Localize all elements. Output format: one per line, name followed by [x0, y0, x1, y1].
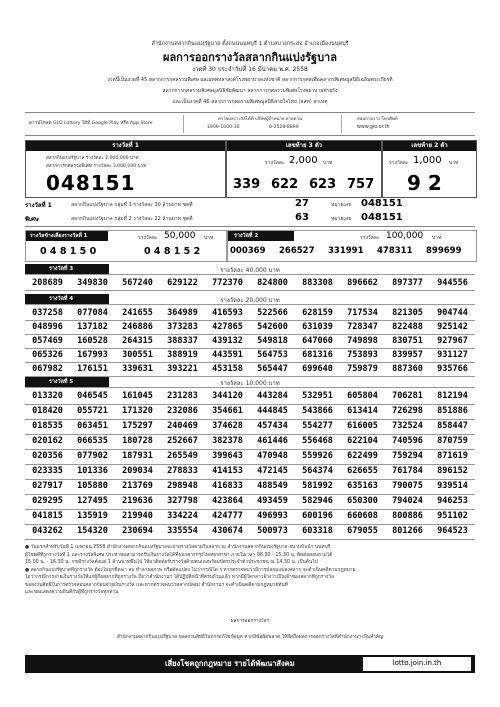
prize-number: 264315: [122, 336, 153, 346]
prize-number: 327798: [167, 496, 198, 506]
prize2-label: รางวัลที่ 2: [228, 231, 294, 241]
prize-number: 613414: [347, 406, 378, 416]
prize-number: 622499: [347, 451, 378, 461]
last3-amount: 2,000: [289, 155, 318, 166]
prize-number: 496993: [257, 511, 288, 521]
prize-number: 603318: [302, 526, 333, 536]
prize-number: 964523: [437, 526, 468, 536]
prize-number: 388919: [167, 350, 198, 360]
prize-number: 137182: [77, 322, 108, 332]
prize-number: 414153: [212, 466, 243, 476]
draw-date: งวดที่ 30 ประจำวันที่ 16 มีนาคม พ.ศ. 2558: [192, 66, 308, 73]
prize-number: 057469: [32, 336, 63, 346]
hotline-text: ตรวจผลรางวัลได้ที่ บริษัทผู้จำหน่าย สายด่วน: [218, 117, 302, 122]
prize-number: 821305: [392, 308, 423, 318]
prize-number: 382378: [212, 436, 243, 446]
prize-number: 543866: [302, 406, 333, 416]
prize3-header: [25, 264, 475, 275]
prize-number: 393221: [167, 364, 198, 374]
prize-number: 556468: [302, 436, 333, 446]
last3-amount-prefix: รางวัลละ: [265, 160, 285, 166]
prize-number: 298948: [167, 481, 198, 491]
table-row: [25, 306, 475, 320]
note-line: ● สลากกินแบ่งรัฐบาลที่ถูกรางวัล ต้องไม่ถูกขีดฆ่า ลบ ทำลายสภาพ หรือดัดแปลง ไม่ว่ากรณีใด ๆ หากตรวจพบว่ามีการปลอมแปลงสลาก จะดำเนินคดีตามกฎหมาย: [25, 567, 356, 573]
last3-box: [226, 140, 382, 198]
near1-label: รางวัลข้างเคียงรางวัลที่ 1: [26, 231, 108, 241]
prize-number: 065326: [32, 350, 63, 360]
prize-number: 564374: [302, 466, 333, 476]
prize-number: 500973: [257, 526, 288, 536]
prize-number: 822488: [392, 322, 423, 332]
last3-number: 623: [309, 177, 337, 192]
prize-number: 635163: [347, 481, 378, 491]
prize-number: 554277: [302, 421, 333, 431]
prize-number: 839957: [392, 350, 423, 360]
hotline-phone-2: 0-2528-8899: [269, 125, 299, 130]
download-text: ดาวน์โหลด GLO Lottery ได้ที่ Google Play หรือ App Store: [29, 121, 153, 126]
prize-number: 373283: [167, 322, 198, 332]
prize-number: 887360: [392, 364, 423, 374]
footer-website[interactable]: lotto.join.in.th: [392, 659, 442, 667]
prize-number: 055721: [77, 406, 108, 416]
prize-number: 364989: [167, 308, 198, 318]
prize-number: 066535: [77, 436, 108, 446]
last2-amount-prefix: รางวัลละ: [389, 160, 409, 166]
prize-number: 187931: [122, 451, 153, 461]
prize-number: 925142: [437, 322, 468, 332]
prize-number: 761784: [392, 466, 423, 476]
prize-number: 209034: [122, 466, 153, 476]
prize-number: 416833: [212, 481, 243, 491]
last2-box: [382, 140, 477, 198]
prize2-amount-text: รางวัลละ: [360, 235, 380, 241]
near1-number: 0 4 8 1 5 2: [144, 246, 201, 257]
prize2-number: 899699: [426, 246, 462, 256]
special-row1-set: 27: [295, 198, 309, 209]
prize-number: 231283: [167, 391, 198, 401]
row-divider: [25, 290, 475, 291]
divider: [341, 115, 342, 133]
closing-text: สำนักงานสลากกินแบ่งรัฐบาล ขอสงวนสิทธิ์ในการแก้ไขข้อมูล หากมีข้อผิดพลาด ให้ยึดถือผลการออกรางวัลที่สำนักงานฯ เป็นสำคัญ: [116, 635, 384, 640]
prize2-number: 331991: [328, 246, 364, 256]
charity-line-1: งวดนี้เป็นงวดที่ 45 สลากการกุศลรวมพิเศษ ผลเมทพหลาสงค์โรงพยาบาลแห่งชาติ สลากการกุศลเพื่อคุลากรพิเศษมูลนิธิเฉลิมพระเกียรติ: [107, 77, 393, 83]
prize3-label: รางวัลที่ 3: [25, 264, 109, 274]
prize-number: 488549: [257, 481, 288, 491]
prize5-header: [25, 377, 475, 388]
prize-number: 681316: [302, 350, 333, 360]
prize-number: 897377: [392, 278, 423, 288]
prize-number: 300551: [122, 350, 153, 360]
prize2-number: 000369: [230, 246, 266, 256]
last3-number: 622: [271, 177, 299, 192]
table-row: [25, 449, 475, 464]
last3-label: เลขท้าย 3 ตัว: [227, 141, 381, 151]
prize-number: 567240: [122, 278, 153, 288]
prize2-unit: บาท: [432, 235, 442, 241]
prize-number: 439132: [212, 336, 243, 346]
notes-section: [25, 544, 475, 608]
prize-number: 935766: [437, 364, 468, 374]
prize-number: 457434: [257, 421, 288, 431]
prize-number: 728347: [347, 322, 378, 332]
prize-number: 354661: [212, 406, 243, 416]
prize-number: 605804: [347, 391, 378, 401]
prize-number: 246886: [122, 322, 153, 332]
prize-number: 616005: [347, 421, 378, 431]
last2-unit: บาท: [449, 160, 459, 166]
table-row: [25, 434, 475, 449]
prize-number: 870759: [437, 436, 468, 446]
prize-number: 461446: [257, 436, 288, 446]
prize-number: 753893: [347, 350, 378, 360]
note-line: ● วันแรกสำหรับวันที่ 1 เมษายน 2558 สำนักงานสลากกินแบ่งรัฐบาลจะจ่ายรางวัลตามใบสลาก ณ สำนักงานสลากกินแบ่งรัฐบาล สนามบินน้ำ นนทบุรี: [25, 545, 331, 550]
prize-number: 631039: [302, 322, 333, 332]
near1-amount-text: รางวัลละ: [138, 235, 158, 241]
prize1-amount-2: สลากการกุศลรวมพิเศษ รางวัลละ 3,000,000 บาท: [46, 164, 147, 169]
prize-number: 213769: [122, 481, 153, 491]
prize-number: 219940: [122, 511, 153, 521]
prize-number: 101336: [77, 466, 108, 476]
prize-number: 470948: [257, 451, 288, 461]
prize2-number: 478311: [377, 246, 413, 256]
table-row: [25, 389, 475, 404]
prize-number: 904744: [437, 308, 468, 318]
prize-number: 453158: [212, 364, 243, 374]
prize-number: 759879: [347, 364, 378, 374]
prize-number: 650300: [347, 496, 378, 506]
prize-number: 559926: [302, 451, 333, 461]
prize-number: 023335: [32, 466, 63, 476]
prize-number: 020162: [32, 436, 63, 446]
prize-number: 699640: [302, 364, 333, 374]
prize2-section: [227, 230, 477, 262]
prize-number: 339631: [122, 364, 153, 374]
page-title: ผลการออกรางวัลสลากกินแบ่งรัฐบาล: [163, 51, 337, 64]
prize-number: 048996: [32, 322, 63, 332]
table-row: [25, 334, 475, 348]
prize-number: 171320: [122, 406, 153, 416]
prize-number: 334224: [167, 511, 198, 521]
prize-number: 135919: [77, 511, 108, 521]
prize-number: 706281: [392, 391, 423, 401]
prize-number: 622104: [347, 436, 378, 446]
prize-number: 790075: [392, 481, 423, 491]
special-row2-label: พิเศษ: [25, 216, 39, 223]
prize3-amount: รางวัลละ 40,000 บาท: [220, 267, 280, 274]
prize-number: 542600: [257, 322, 288, 332]
prize-number: 824800: [257, 278, 288, 288]
prize-number: 812194: [437, 391, 468, 401]
prize-number: 046545: [77, 391, 108, 401]
last2-label: เลขท้าย 2 ตัว: [383, 141, 476, 151]
special-row1-text: สลากกินแบ่งรัฐบาล กลุ่มที่ 1 รางวัลละ 30 ล้านบาท ชุดที่: [71, 202, 193, 208]
prize-number: 043262: [32, 526, 63, 536]
header-org-line: สำนักงานสลากกินแบ่งรัฐบาล ตั้งถนนนนทบุรี 1 ตำบลบางกระสอ อำเภอเมืองนนทบุรี: [151, 41, 349, 47]
table-row: [25, 404, 475, 419]
table-row: [25, 494, 475, 509]
info-bar: [25, 112, 475, 136]
prize-number: 399643: [212, 451, 243, 461]
footer-bar: [25, 655, 475, 673]
table-row: [25, 524, 475, 539]
prize-number: 176151: [77, 364, 108, 374]
prize-number: 230694: [122, 526, 153, 536]
prize1-amount-1: สลากกินแบ่งรัฐบาล รางวัลละ 2,000,000 บาท: [46, 156, 139, 161]
special-row1-number: 048151: [361, 198, 403, 209]
last3-unit: บาท: [323, 160, 333, 166]
prize-number: 443591: [212, 350, 243, 360]
prize-number: 444845: [257, 406, 288, 416]
prize-number: 154320: [77, 526, 108, 536]
prize-number: 772370: [212, 278, 243, 288]
prize-number: 946253: [437, 496, 468, 506]
prize-number: 927967: [437, 336, 468, 346]
prize-number: 105880: [77, 481, 108, 491]
prize-number: 424777: [212, 511, 243, 521]
prize-number: 565447: [257, 364, 288, 374]
prize-number: 219636: [122, 496, 153, 506]
special-row2-text: สลากกินแบ่งรัฐบาล กลุ่มที่ 2 รางวัลละ 22 ล้านบาท ชุดที่: [71, 216, 193, 222]
prize-number: 278833: [167, 466, 198, 476]
near1-amount: 50,000: [164, 231, 196, 241]
near1-section: [25, 230, 227, 262]
special-row2-num-label: หมายเลข: [331, 216, 352, 222]
prize-number: 794024: [392, 496, 423, 506]
prize-number: 013320: [32, 391, 63, 401]
prize-number: 018535: [32, 421, 63, 431]
prize-number: 582946: [302, 496, 333, 506]
prize-number: 374628: [212, 421, 243, 431]
prize-number: 388337: [167, 336, 198, 346]
charity-line-3: และเป็นงวดที่ 46 สลากการกุศลรวมพิเศษมูลนิธิสายใจไทย (สสท) สาเหตุ: [172, 99, 328, 105]
prize-number: 726298: [392, 406, 423, 416]
prize-number: 443284: [257, 391, 288, 401]
prize-number: 077902: [77, 451, 108, 461]
last2-number: 9 2: [407, 171, 442, 195]
last2-amount: 1,000: [413, 155, 442, 166]
prize-number: 252667: [167, 436, 198, 446]
prize2-number: 266527: [279, 246, 315, 256]
prize-number: 858447: [437, 421, 468, 431]
hotline-phone-1: 1909-1000-10: [207, 125, 240, 130]
table-row: [25, 348, 475, 362]
special-row1-label: รางวัลที่ 1: [25, 202, 52, 209]
prize2-amount: 100,000: [386, 231, 424, 241]
prize-number: 522566: [257, 308, 288, 318]
prize-number: 240469: [167, 421, 198, 431]
prize-number: 800886: [392, 511, 423, 521]
near1-unit: บาท: [204, 235, 214, 241]
prize-number: 660608: [347, 511, 378, 521]
special-prize-section: [25, 198, 475, 227]
table-row: [25, 320, 475, 334]
prize4-label: รางวัลที่ 4: [25, 294, 109, 304]
prize1-label: รางวัลที่ 1: [26, 141, 225, 151]
prize-number: 349830: [77, 278, 108, 288]
prize-number: 600196: [302, 511, 333, 521]
prize-number: 020356: [32, 451, 63, 461]
prize-number: 077084: [77, 308, 108, 318]
table-row: [25, 276, 475, 290]
prize-number: 029295: [32, 496, 63, 506]
special-row1-num-label: หมายเลข: [331, 202, 352, 208]
prize-number: 628159: [302, 308, 333, 318]
prize-number: 167993: [77, 350, 108, 360]
contact-text: สอบถามราง โทรศัพท์: [357, 117, 398, 122]
prize-number: 549818: [257, 336, 288, 346]
prize-number: 161045: [122, 391, 153, 401]
prize-number: 830751: [392, 336, 423, 346]
prize-number: 896662: [347, 278, 378, 288]
prize-number: 027917: [32, 481, 63, 491]
note-line: และขอแสดงความยินดีกับผู้ที่ถูกรางวัลทุกท่าน: [25, 590, 119, 595]
prize-number: 493459: [257, 496, 288, 506]
note-line: ผู้โชคดีที่ถูกรางวัลที่ 1 และรางวัลพิเศษ ประชาชนสามารถรับเงินรางวัลได้ที่ธนาคารกรุงไทยทุกสาขา ภายในเวลา 08.30 - 15.30 น. ติดต่อสอบถามได้: [25, 552, 333, 558]
prize4-header: [25, 294, 475, 305]
prize-number: 883308: [302, 278, 333, 288]
prize-number: 472145: [257, 466, 288, 476]
footer-slogan: เสี่ยงโชคถูกกฎหมาย รายได้พัฒนาสังคม: [165, 659, 295, 668]
prize-number: 749898: [347, 336, 378, 346]
note-line: 15.00 น. - 16.30 น. กรณีรางวัลตั้งแต่ 1 ล้านบาทขึ้นไป ให้มาติดต่อรับรางวัลด้วยตนเองพร้อมบัตรประจำตัวประชาชน ณ 14.30 น. เป็นต้นไป: [25, 560, 318, 565]
prize-number: 232086: [167, 406, 198, 416]
prize-number: 740596: [392, 436, 423, 446]
prize1-number: 048151: [46, 171, 136, 195]
table-row: [25, 362, 475, 376]
note-line: ขอสงวนสิทธิ์ในการตรวจสอบสลากก่อนจ่ายเงินรางวัล และหากตรวจพบว่าสลากปลอม สำนักงานฯ จะดำเนินคดีตามกฎหมายทันที: [25, 582, 288, 588]
prize-number: 180728: [122, 436, 153, 446]
prize-number: 717534: [347, 308, 378, 318]
prize-number: 160528: [77, 336, 108, 346]
prize-number: 423864: [212, 496, 243, 506]
prize-number: 896152: [437, 466, 468, 476]
website-link[interactable]: www.glo.or.th: [357, 125, 390, 130]
table-row: [25, 509, 475, 524]
prize-number: 175297: [122, 421, 153, 431]
prize-number: 335554: [167, 526, 198, 536]
prize-number: 732524: [392, 421, 423, 431]
prize-number: 564753: [257, 350, 288, 360]
prize-number: 626655: [347, 466, 378, 476]
prize-number: 939514: [437, 481, 468, 491]
prize-number: 041815: [32, 511, 63, 521]
prize-number: 208689: [32, 278, 63, 288]
table-row: [25, 419, 475, 434]
prize-number: 679055: [347, 526, 378, 536]
divider: [183, 115, 184, 133]
prize-number: 532951: [302, 391, 333, 401]
prize-number: 344120: [212, 391, 243, 401]
prize-number: 944556: [437, 278, 468, 288]
prize-number: 647060: [302, 336, 333, 346]
header: [20, 0, 480, 110]
prize-number: 430674: [212, 526, 243, 536]
prize-number: 265549: [167, 451, 198, 461]
prize-number: 581992: [302, 481, 333, 491]
near1-number: 0 4 8 1 5 0: [40, 246, 97, 257]
special-row2-number: 048151: [361, 212, 403, 223]
prize-number: 427865: [212, 322, 243, 332]
special-row2-set: 63: [295, 212, 309, 223]
note-line: ไม่ว่ากรณีการจ่ายเงินรางวัลให้แก่ผู้ถือสลากที่ถูกรางวัล ถือว่าสำนักงานฯ ได้ปฏิบัติหน้าที่ครบถ้วนแล้ว หากมีผู้ใดกล่าวอ้างว่าเป็นเจ้าของสลากที่ถูกรางวัล: [25, 575, 334, 580]
prize-number: 037258: [32, 308, 63, 318]
row-divider: [25, 539, 475, 540]
last3-number: 339: [233, 177, 261, 192]
table-row: [25, 464, 475, 479]
prize-number: 801266: [392, 526, 423, 536]
prize-number: 759294: [392, 451, 423, 461]
charity-line-2: สลากการกุศลรวมพิเศษมูลนิธิชัยพัฒนา สลากการกุศลรวมพิเศษโรงพยาบาลค่ายรัง: [162, 88, 338, 94]
prize-number: 851886: [437, 406, 468, 416]
prize1-box: [25, 140, 226, 198]
prize4-amount: รางวัลละ 20,000 บาท: [220, 297, 280, 304]
prize5-label: รางวัลที่ 5: [25, 377, 109, 387]
prize-number: 018420: [32, 406, 63, 416]
prize-number: 127495: [77, 496, 108, 506]
signature-text: ผลการออกรางวัลฯ: [230, 619, 270, 624]
prize-number: 871619: [437, 451, 468, 461]
table-row: [25, 479, 475, 494]
prize-number: 931127: [437, 350, 468, 360]
prize5-amount: รางวัลละ 10,000 บาท: [220, 380, 280, 387]
prize-number: 416593: [212, 308, 243, 318]
prize-number: 951102: [437, 511, 468, 521]
prize-number: 067982: [32, 364, 63, 374]
prize-number: 063451: [77, 421, 108, 431]
prize-number: 241655: [122, 308, 153, 318]
prize-number: 629122: [167, 278, 198, 288]
last3-number: 757: [347, 177, 375, 192]
